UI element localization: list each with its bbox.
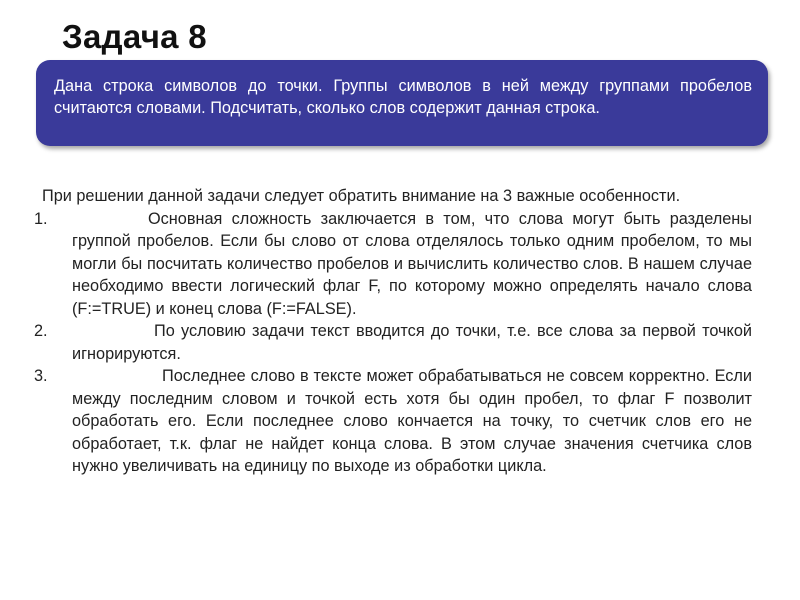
list-item-text: Последнее слово в тексте может обрабатываться не совсем корректно. Если между последним словом и точкой есть хотя бы один пробел, то флаг F позволит обработать его. Если последнее слово кончается на точку, то счетчик слов его не обработает, т.к. флаг не найдет конца слова. В этом случае значения счетчика слов нужно увеличивать на единицу по выходе из обработки цикла.	[72, 367, 752, 475]
list-item-number: 1.	[34, 209, 48, 228]
list-item-number: 2.	[34, 322, 48, 340]
list-item-number: 3.	[34, 367, 48, 385]
slide-title: Задача 8	[62, 18, 207, 55]
features-list	[34, 208, 752, 478]
list-item-text: Основная сложность заключается в том, что слова могут быть разделены группой пробелов. Если бы слово от слова отделялось только одним пробелом, то мы могли бы посчитать количество пробелов и вычислить количество слов. В нашем случае необходимо ввести логический флаг F, по которому можно определять начало слова (F:=TRUE) и конец слова (F:=FALSE).	[72, 209, 752, 318]
task-statement-box	[36, 60, 768, 146]
list-item-text: По условию задачи текст вводится до точки, т.е. все слова за первой точкой игнорируются.	[72, 322, 752, 363]
list-item	[34, 320, 752, 365]
list-item	[34, 208, 752, 321]
solution-notes	[34, 185, 752, 478]
list-item	[34, 365, 752, 478]
task-statement-text: Дана строка символов до точки. Группы символов в ней между группами пробелов считаются словами. Подсчитать, сколько слов содержит данная строка.	[54, 77, 752, 117]
intro-paragraph: При решении данной задачи следует обратить внимание на 3 важные особенности.	[42, 187, 681, 205]
